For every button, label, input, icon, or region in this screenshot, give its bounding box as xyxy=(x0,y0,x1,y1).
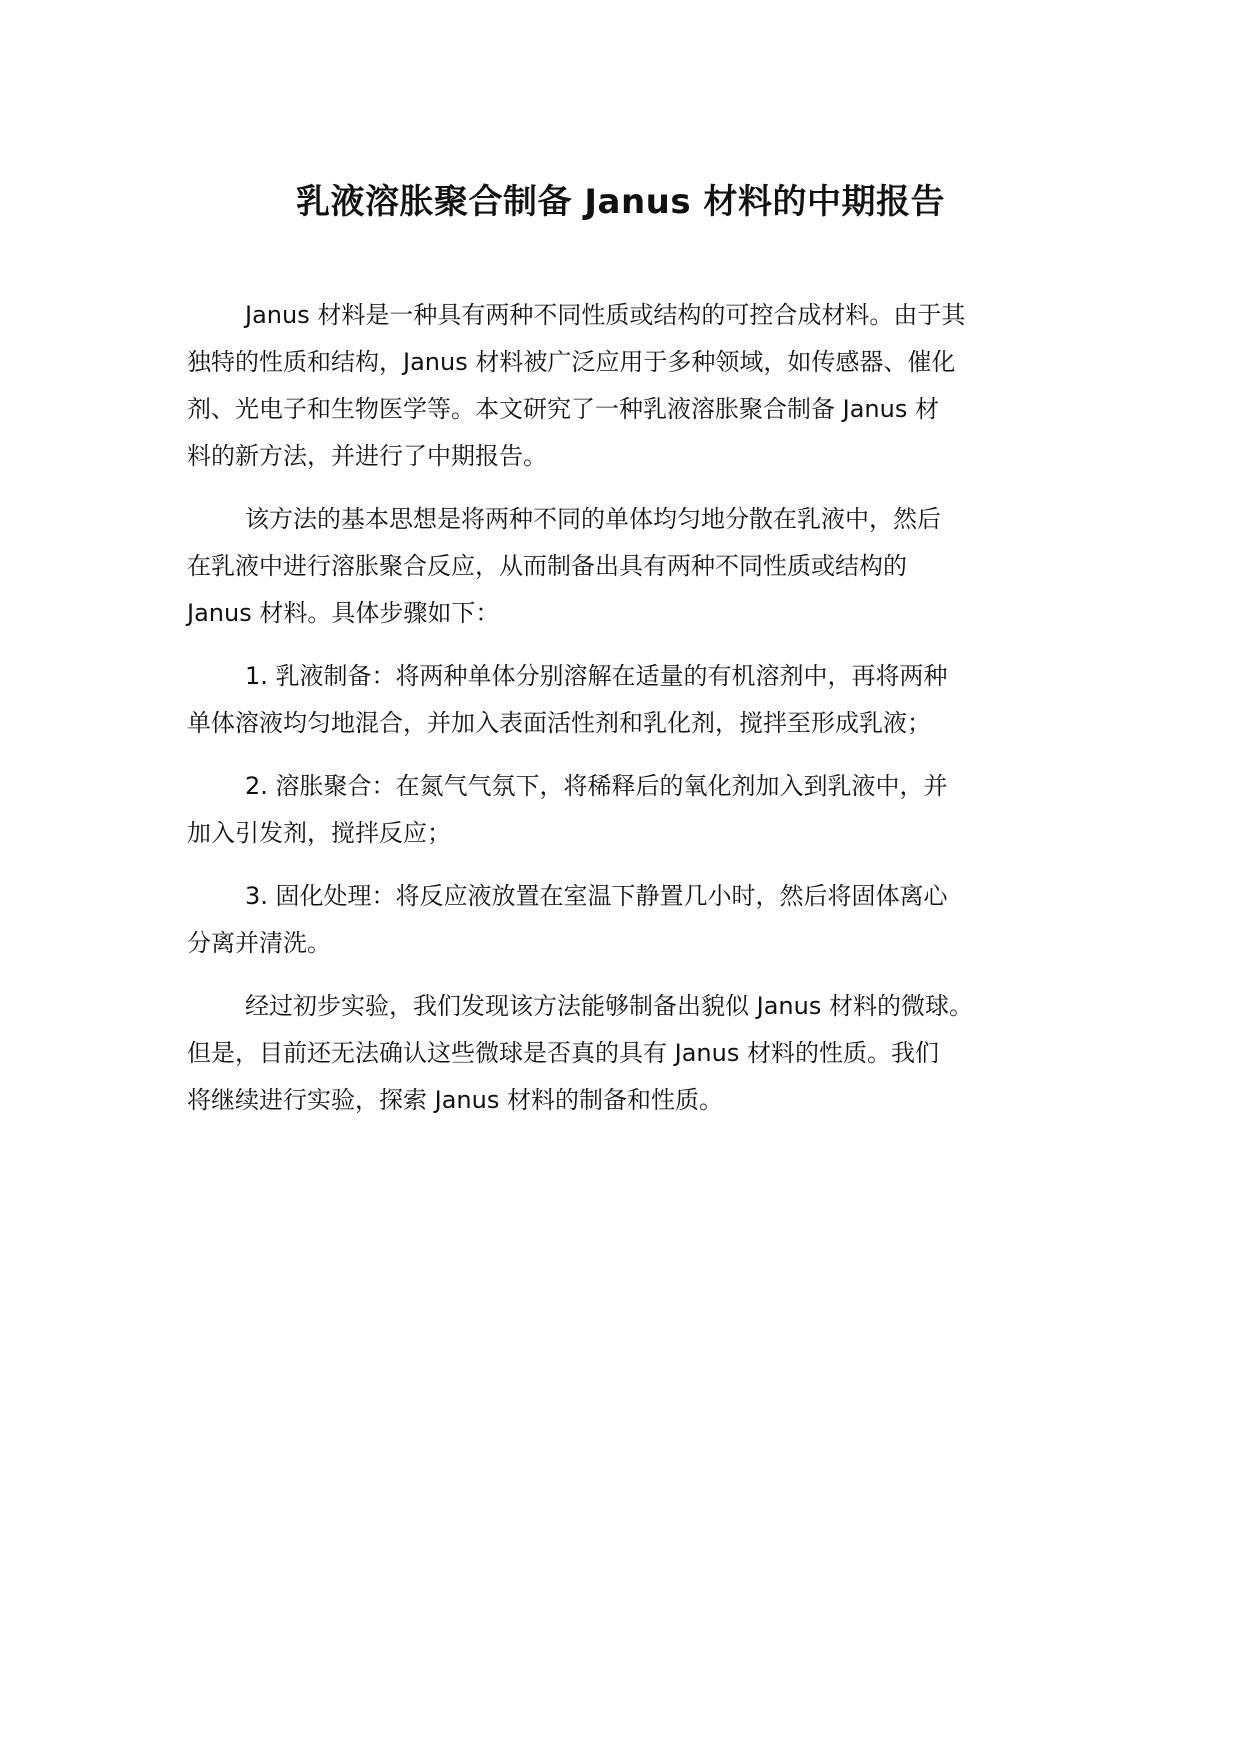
paragraph-step-1 xyxy=(187,653,1067,747)
paragraph-intro xyxy=(187,292,1067,480)
text-line: 将继续进行实验，探索 Janus 材料的制备和性质。 xyxy=(187,1086,723,1114)
text-line: 剂、光电子和生物医学等。本文研究了一种乳液溶胀聚合制备 Janus 材 xyxy=(187,395,939,423)
text-line: 但是，目前还无法确认这些微球是否真的具有 Janus 材料的性质。我们 xyxy=(187,1039,939,1067)
paragraph-step-2 xyxy=(187,763,1067,857)
paragraph-step-3 xyxy=(187,873,1067,967)
document-body xyxy=(187,292,1067,1140)
text-line: 料的新方法，并进行了中期报告。 xyxy=(187,442,547,470)
text-line: Janus 材料。具体步骤如下： xyxy=(187,599,500,627)
text-line: 分离并清洗。 xyxy=(187,929,331,957)
text-line: 单体溶液均匀地混合，并加入表面活性剂和乳化剂，搅拌至形成乳液； xyxy=(187,709,931,737)
paragraph-conclusion xyxy=(187,983,1067,1124)
paragraph-method xyxy=(187,496,1067,637)
text-line: 在乳液中进行溶胀聚合反应，从而制备出具有两种不同性质或结构的 xyxy=(187,552,907,580)
text-line: 3. 固化处理：将反应液放置在室温下静置几小时，然后将固体离心 xyxy=(245,882,948,910)
text-line: 1. 乳液制备：将两种单体分别溶解在适量的有机溶剂中，再将两种 xyxy=(245,662,948,690)
document-title: 乳液溶胀聚合制备 Janus 材料的中期报告 xyxy=(296,182,945,222)
text-line: Janus 材料是一种具有两种不同性质或结构的可控合成材料。由于其 xyxy=(245,301,966,329)
text-line: 独特的性质和结构，Janus 材料被广泛应用于多种领域，如传感器、催化 xyxy=(187,348,956,376)
text-line: 经过初步实验，我们发现该方法能够制备出貌似 Janus 材料的微球。 xyxy=(245,992,973,1020)
text-line: 2. 溶胀聚合：在氮气气氛下，将稀释后的氧化剂加入到乳液中，并 xyxy=(245,772,948,800)
text-line: 加入引发剂，搅拌反应； xyxy=(187,819,451,847)
text-line: 该方法的基本思想是将两种不同的单体均匀地分散在乳液中，然后 xyxy=(245,505,941,533)
